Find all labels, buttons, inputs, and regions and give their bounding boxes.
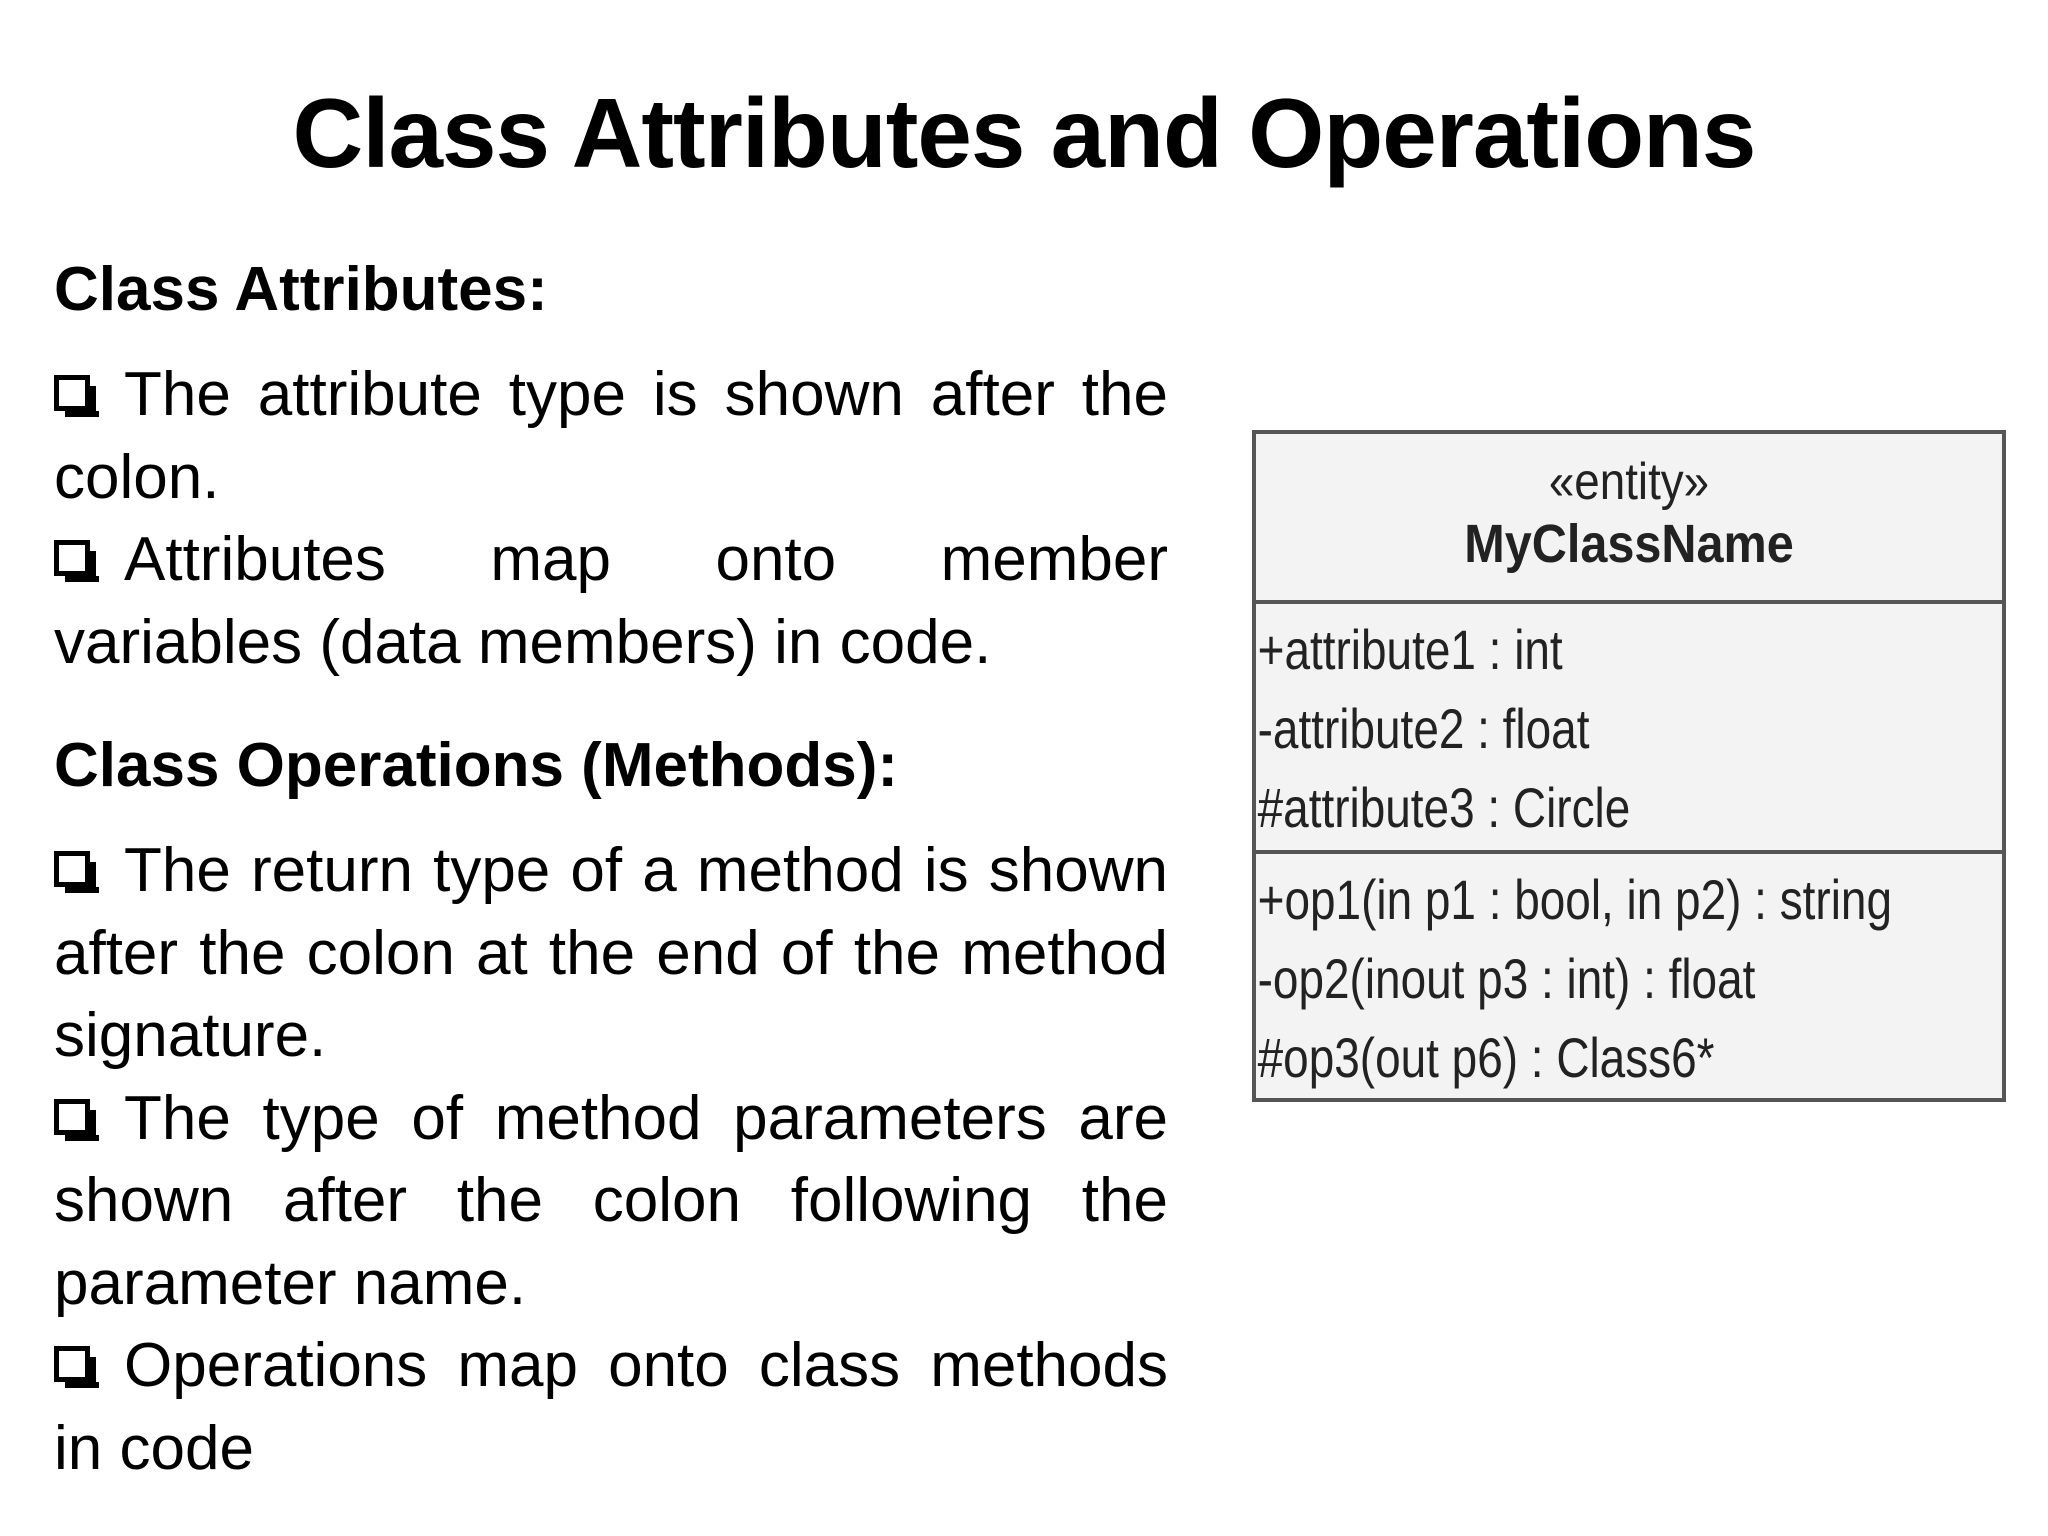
checkbox-bullet-icon xyxy=(54,1099,90,1135)
bullet-item xyxy=(54,830,1168,1078)
uml-stereotype: «entity» xyxy=(1548,453,1710,511)
attributes-bullet-list xyxy=(54,354,1168,684)
uml-class-name: MyClassName xyxy=(1464,514,1794,574)
uml-attribute: -attribute2 : float xyxy=(1257,697,1590,760)
bullet-item xyxy=(54,1078,1168,1326)
operations-bullet-list xyxy=(54,830,1168,1490)
operations-heading: Class Operations (Methods): xyxy=(54,731,898,800)
uml-operation: +op1(in p1 : bool, in p2) : string xyxy=(1257,868,1892,931)
uml-operations-compartment xyxy=(1256,854,2002,1097)
bullet-text: Operations map onto class methods in code xyxy=(54,1331,1168,1483)
bullet-item xyxy=(54,354,1168,519)
checkbox-bullet-icon xyxy=(54,851,90,887)
bullet-text: The return type of a method is shown after the colon at the end of the method signature. xyxy=(54,836,1168,1070)
uml-attribute: #attribute3 : Circle xyxy=(1257,776,1631,839)
uml-attributes-compartment xyxy=(1256,604,2002,854)
bullet-item xyxy=(54,519,1168,684)
text-column xyxy=(54,248,1168,1490)
checkbox-bullet-icon xyxy=(54,375,90,411)
uml-operation: #op3(out p6) : Class6* xyxy=(1257,1026,1715,1089)
bullet-text: The attribute type is shown after the colon. xyxy=(54,360,1168,512)
bullet-item xyxy=(54,1325,1168,1490)
bullet-text: The type of method parameters are shown after the colon following the parameter name. xyxy=(54,1083,1168,1318)
uml-attribute: +attribute1 : int xyxy=(1257,618,1563,681)
bullet-text: Attributes map onto member variables (data members) in code. xyxy=(54,525,1168,677)
uml-class-diagram xyxy=(1252,430,2006,1102)
uml-class-header xyxy=(1256,434,2002,604)
checkbox-bullet-icon xyxy=(54,540,90,576)
checkbox-bullet-icon xyxy=(54,1346,90,1382)
uml-operation: -op2(inout p3 : int) : float xyxy=(1257,947,1756,1010)
slide-title: Class Attributes and Operations xyxy=(292,78,1756,188)
attributes-heading: Class Attributes: xyxy=(54,255,548,324)
